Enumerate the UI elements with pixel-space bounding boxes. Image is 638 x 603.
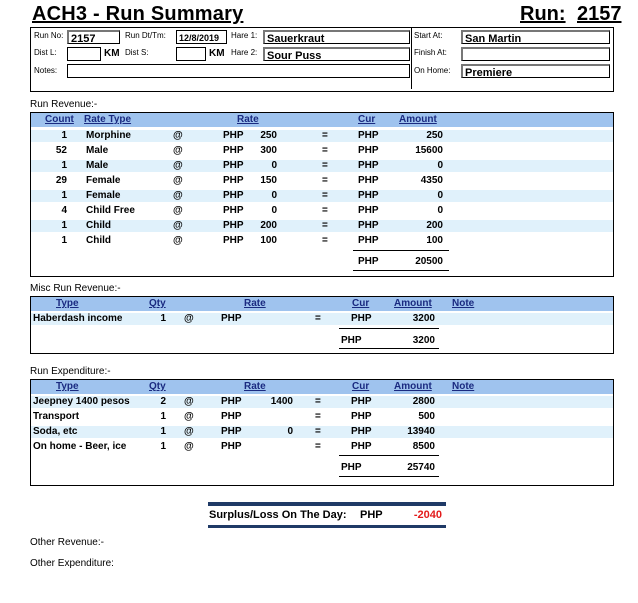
surplus-label: Surplus/Loss On The Day: (209, 509, 347, 521)
row-cur: PHP (351, 411, 372, 422)
row-rate-cur: PHP (221, 411, 242, 422)
row-amount: 2800 (412, 396, 435, 407)
col-header-cur: Cur (352, 381, 370, 392)
col-header-amount: Amount (399, 114, 437, 125)
row-count: 1 (61, 190, 67, 201)
row-equals: = (315, 396, 321, 407)
row-count: 29 (55, 175, 67, 186)
row-cur: PHP (358, 220, 379, 231)
row-type: Soda, etc (33, 426, 78, 437)
row-equals: = (315, 441, 321, 452)
run-revenue-label: Run Revenue:- (30, 99, 98, 110)
dist-s-field[interactable] (176, 47, 206, 61)
run-label: Run: (520, 3, 566, 25)
expenditure-table (30, 379, 614, 486)
total-underline (353, 270, 449, 271)
row-cur: PHP (358, 145, 379, 156)
row-cur: PHP (351, 313, 372, 324)
finish-label: Finish At: (414, 48, 447, 57)
row-equals: = (322, 145, 328, 156)
row-rate: 0 (287, 426, 293, 437)
row-at: @ (173, 235, 183, 246)
total-underline (339, 476, 439, 477)
row-amount: 8500 (412, 441, 435, 452)
row-at: @ (184, 411, 194, 422)
hare1-label: Hare 1: (231, 31, 258, 40)
finish-field[interactable] (461, 47, 610, 61)
row-qty: 1 (160, 441, 166, 452)
row-rate: 300 (260, 145, 277, 156)
row-at: @ (184, 426, 194, 437)
hare1-field[interactable]: Sauerkraut (263, 30, 410, 44)
row-rate-type: Morphine (86, 130, 131, 141)
row-rate-type: Male (86, 145, 109, 156)
col-header-note: Note (452, 298, 475, 309)
row-equals: = (322, 160, 328, 171)
row-cur: PHP (351, 426, 372, 437)
total-cur: PHP (341, 462, 362, 473)
row-rate: 200 (260, 220, 277, 231)
run-info-panel (30, 27, 614, 92)
row-rate-cur: PHP (223, 205, 244, 216)
row-rate: 0 (271, 160, 277, 171)
row-cur: PHP (358, 190, 379, 201)
row-rate: 1400 (270, 396, 293, 407)
row-equals: = (315, 313, 321, 324)
row-amount: 250 (426, 130, 443, 141)
row-rate-cur: PHP (223, 220, 244, 231)
col-header-qty: Qty (149, 381, 166, 392)
row-amount: 13940 (407, 426, 435, 437)
row-rate-type: Female (86, 175, 121, 186)
row-rate-cur: PHP (223, 160, 244, 171)
row-rate: 100 (260, 235, 277, 246)
total-amount: 25740 (407, 462, 435, 473)
col-header-type: Type (56, 298, 79, 309)
row-at: @ (173, 130, 183, 141)
table-header-row (31, 113, 613, 127)
row-rate: 150 (260, 175, 277, 186)
row-cur: PHP (358, 205, 379, 216)
row-amount: 0 (437, 160, 443, 171)
run-dt-field[interactable]: 12/8/2019 (176, 30, 227, 44)
col-header-rate: Rate (244, 298, 266, 309)
onhome-label: On Home: (414, 66, 451, 75)
hare2-label: Hare 2: (231, 48, 258, 57)
row-rate: 0 (271, 205, 277, 216)
row-rate-cur: PHP (221, 426, 242, 437)
row-amount: 0 (437, 190, 443, 201)
row-at: @ (173, 190, 183, 201)
row-rate: 0 (271, 190, 277, 201)
row-count: 4 (61, 205, 67, 216)
total-cur: PHP (358, 256, 379, 267)
col-header-amount: Amount (394, 381, 432, 392)
row-cur: PHP (351, 396, 372, 407)
row-type: On home - Beer, ice (33, 441, 127, 452)
misc-revenue-table (30, 296, 614, 354)
surplus-value: -2040 (413, 509, 442, 521)
table-header-row (31, 380, 613, 394)
start-field[interactable]: San Martin (461, 30, 610, 44)
total-line (353, 250, 449, 251)
row-count: 1 (61, 220, 67, 231)
row-count: 1 (61, 130, 67, 141)
row-at: @ (173, 220, 183, 231)
row-rate-type: Child (86, 235, 111, 246)
page-title: ACH3 - Run Summary (32, 3, 244, 25)
row-at: @ (173, 160, 183, 171)
row-type: Jeepney 1400 pesos (33, 396, 130, 407)
row-amount: 0 (437, 205, 443, 216)
run-dt-label: Run Dt/Tm: (125, 31, 166, 40)
total-amount: 3200 (412, 335, 435, 346)
row-amount: 3200 (412, 313, 435, 324)
total-line (339, 455, 439, 456)
row-rate-cur: PHP (223, 145, 244, 156)
row-rate-cur: PHP (223, 235, 244, 246)
surplus-cur: PHP (360, 509, 383, 521)
row-at: @ (173, 205, 183, 216)
row-amount: 200 (426, 220, 443, 231)
divider (411, 28, 412, 89)
row-rate-type: Female (86, 190, 121, 201)
col-header-rate-type: Rate Type (84, 114, 132, 125)
row-qty: 1 (160, 426, 166, 437)
other-expenditure-label: Other Expenditure: (30, 558, 114, 569)
row-equals: = (322, 190, 328, 201)
dist-s-label: Dist S: (125, 48, 149, 57)
col-header-amount: Amount (394, 298, 432, 309)
row-cur: PHP (351, 441, 372, 452)
row-rate-type: Child Free (86, 205, 135, 216)
row-equals: = (322, 235, 328, 246)
row-cur: PHP (358, 235, 379, 246)
row-count: 52 (55, 145, 67, 156)
row-rate-type: Child (86, 220, 111, 231)
onhome-field[interactable]: Premiere (461, 64, 610, 78)
row-qty: 1 (160, 313, 166, 324)
row-rate-cur: PHP (223, 190, 244, 201)
row-at: @ (184, 313, 194, 324)
notes-label: Notes: (34, 66, 58, 75)
dist-l-label: Dist L: (34, 48, 57, 57)
row-at: @ (173, 145, 183, 156)
row-equals: = (315, 426, 321, 437)
col-header-rate: Rate (244, 381, 266, 392)
misc-revenue-label: Misc Run Revenue:- (30, 283, 121, 294)
row-equals: = (322, 130, 328, 141)
row-stripe (31, 426, 613, 438)
row-equals: = (315, 411, 321, 422)
start-label: Start At: (414, 31, 443, 40)
row-count: 1 (61, 235, 67, 246)
total-cur: PHP (341, 335, 362, 346)
dist-l-field[interactable] (67, 47, 101, 61)
notes-field[interactable] (67, 64, 410, 78)
expenditure-label: Run Expenditure:- (30, 366, 111, 377)
run-no-label: Run No: (34, 31, 64, 40)
col-header-note: Note (452, 381, 475, 392)
total-amount: 20500 (415, 256, 443, 267)
row-count: 1 (61, 160, 67, 171)
row-type: Transport (33, 411, 80, 422)
row-amount: 4350 (420, 175, 443, 186)
row-rate-type: Male (86, 160, 109, 171)
other-revenue-label: Other Revenue:- (30, 537, 104, 548)
surplus-bar-bottom (208, 525, 446, 528)
dist-s-unit: KM (209, 48, 225, 59)
row-amount: 15600 (415, 145, 443, 156)
surplus-bar-top (208, 502, 446, 506)
col-header-count: Count (45, 114, 74, 125)
row-at: @ (184, 396, 194, 407)
total-underline (339, 348, 439, 349)
row-rate-cur: PHP (221, 441, 242, 452)
col-header-cur: Cur (352, 298, 370, 309)
row-qty: 1 (160, 411, 166, 422)
table-header-row (31, 297, 613, 311)
col-header-cur: Cur (358, 114, 376, 125)
row-amount: 100 (426, 235, 443, 246)
row-at: @ (184, 441, 194, 452)
row-rate-cur: PHP (221, 396, 242, 407)
row-equals: = (322, 175, 328, 186)
row-rate-cur: PHP (223, 175, 244, 186)
row-rate-cur: PHP (223, 130, 244, 141)
hare2-field[interactable]: Sour Puss (263, 47, 410, 61)
row-at: @ (173, 175, 183, 186)
run-number: 2157 (577, 3, 622, 25)
row-cur: PHP (358, 175, 379, 186)
row-cur: PHP (358, 130, 379, 141)
row-rate-cur: PHP (221, 313, 242, 324)
col-header-qty: Qty (149, 298, 166, 309)
dist-l-unit: KM (104, 48, 120, 59)
row-cur: PHP (358, 160, 379, 171)
row-rate: 250 (260, 130, 277, 141)
col-header-type: Type (56, 381, 79, 392)
row-qty: 2 (160, 396, 166, 407)
row-equals: = (322, 220, 328, 231)
run-no-field[interactable]: 2157 (67, 30, 120, 44)
col-header-rate: Rate (237, 114, 259, 125)
run-revenue-table (30, 112, 614, 277)
row-amount: 500 (418, 411, 435, 422)
row-type: Haberdash income (33, 313, 123, 324)
row-equals: = (322, 205, 328, 216)
total-line (339, 328, 439, 329)
